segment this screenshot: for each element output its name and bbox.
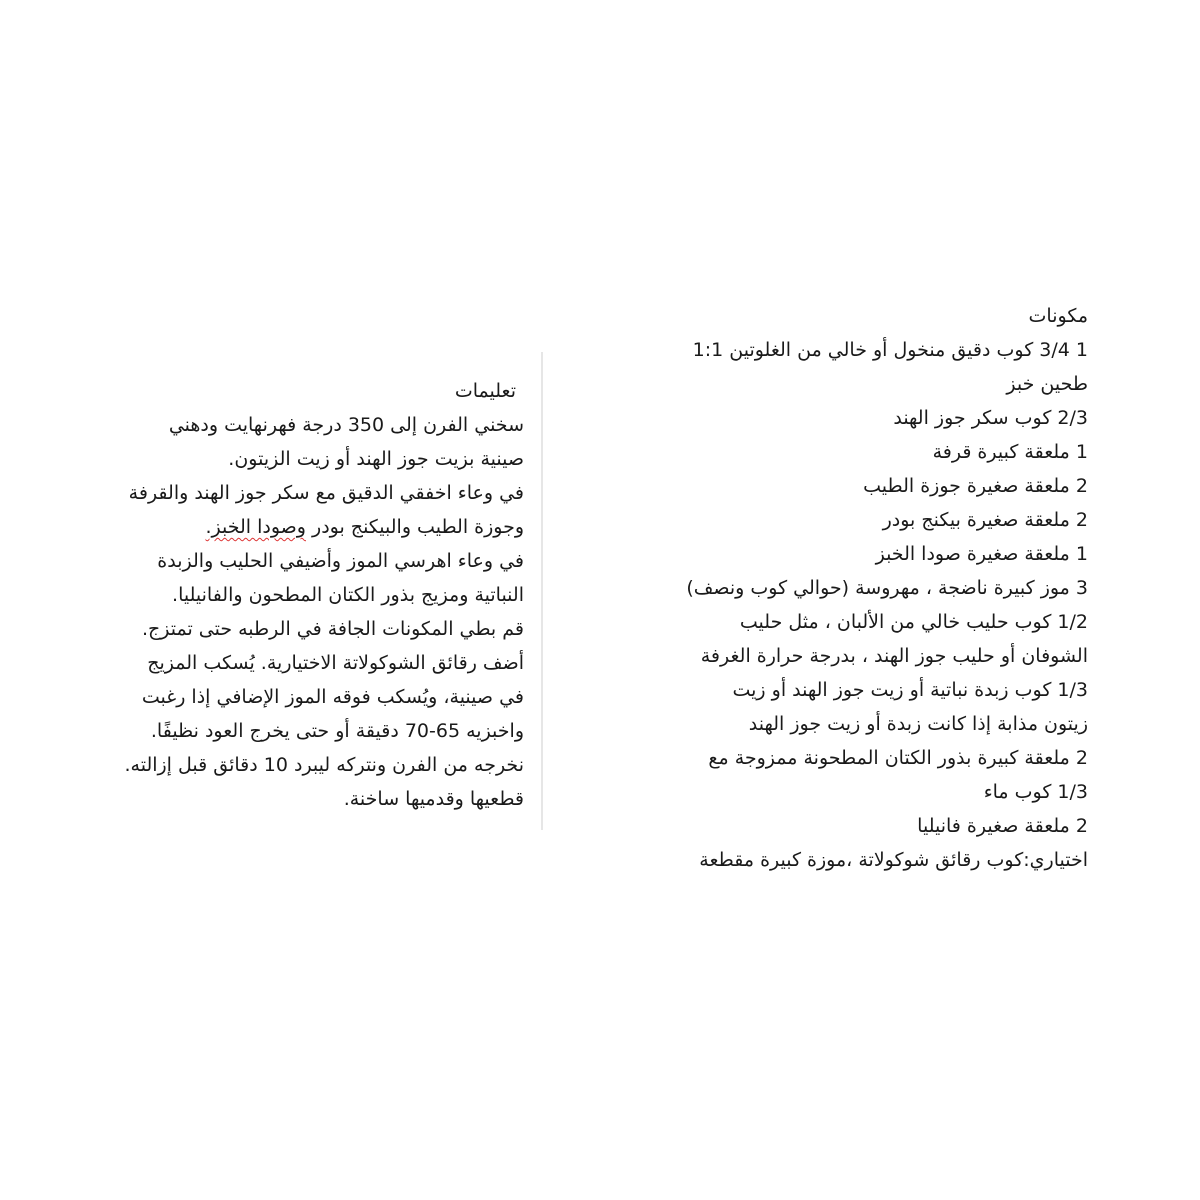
ingredient-line: 1/2 كوب حليب خالي من الألبان ، مثل حليب xyxy=(739,611,1088,633)
ingredient-line: 1/3 كوب زبدة نباتية أو زيت جوز الهند أو زيت xyxy=(732,679,1088,701)
ingredient-line: 2 ملعقة صغيرة جوزة الطيب xyxy=(863,475,1088,497)
instruction-line xyxy=(64,510,524,544)
instruction-line: في وعاء اهرسي الموز وأضيفي الحليب والزبدة xyxy=(157,550,524,572)
instruction-text: وجوزة الطيب والبيكنج بودر xyxy=(312,516,524,538)
instruction-line: واخبزيه 65-70 دقيقة أو حتى يخرج العود نظيفًا. xyxy=(150,720,524,742)
column-divider xyxy=(541,352,543,830)
instructions-title: تعليمات xyxy=(454,380,516,402)
ingredient-line: 3 موز كبيرة ناضجة ، مهروسة (حوالي كوب ونصف) xyxy=(686,577,1088,599)
instruction-line: قطعيها وقدميها ساخنة. xyxy=(343,788,524,810)
ingredient-line: 1 3/4 كوب دقيق منخول أو خالي من الغلوتين 1:1 xyxy=(692,339,1088,361)
ingredient-line: 2 ملعقة صغيرة فانيليا xyxy=(917,815,1088,837)
ingredient-line: 2/3 كوب سكر جوز الهند xyxy=(893,407,1088,429)
ingredient-line: 1 ملعقة كبيرة قرفة xyxy=(932,441,1088,463)
ingredient-line: اختياري:كوب رقائق شوكولاتة ،موزة كبيرة مقطعة xyxy=(699,849,1088,871)
ingredient-line: 2 ملعقة صغيرة بيكنج بودر xyxy=(882,509,1088,531)
ingredient-line: زيتون مذابة إذا كانت زبدة أو زيت جوز الهند xyxy=(748,713,1088,735)
ingredient-line: طحين خبز xyxy=(1006,373,1088,395)
ingredient-line: 2 ملعقة كبيرة بذور الكتان المطحونة ممزوجة مع xyxy=(708,747,1088,769)
instruction-line: سخني الفرن إلى 350 درجة فهرنهايت ودهني xyxy=(168,414,524,436)
ingredients-section xyxy=(618,299,1088,877)
misspelled-word: وصودا الخبز. xyxy=(205,516,306,538)
instruction-line: في صينية، ويُسكب فوقه الموز الإضافي إذا رغبت xyxy=(141,686,524,708)
ingredient-line: الشوفان أو حليب جوز الهند ، بدرجة حرارة الغرفة xyxy=(700,645,1088,667)
instruction-line: نخرجه من الفرن ونتركه ليبرد 10 دقائق قبل إزالته. xyxy=(124,754,524,776)
instructions-section xyxy=(64,374,524,816)
instruction-line: النباتية ومزيج بذور الكتان المطحون والفانيليا. xyxy=(172,584,524,606)
instruction-line: صينية بزيت جوز الهند أو زيت الزيتون. xyxy=(228,448,524,470)
instruction-line: قم بطي المكونات الجافة في الرطبه حتى تمتزج. xyxy=(141,618,524,640)
instruction-line: في وعاء اخفقي الدقيق مع سكر جوز الهند والقرفة xyxy=(128,482,524,504)
ingredients-title: مكونات xyxy=(1028,305,1088,327)
ingredient-line: 1 ملعقة صغيرة صودا الخبز xyxy=(875,543,1088,565)
ingredient-line: 1/3 كوب ماء xyxy=(983,781,1088,803)
instruction-line: أضف رقائق الشوكولاتة الاختيارية. يُسكب المزيج xyxy=(147,652,524,674)
